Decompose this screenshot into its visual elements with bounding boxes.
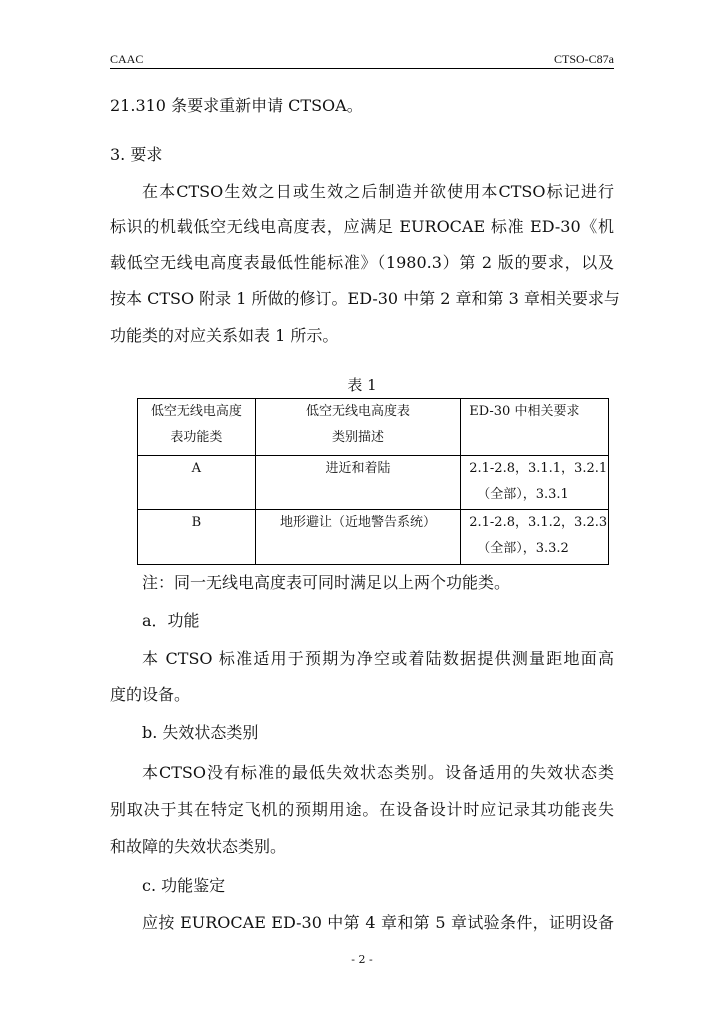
para-b-line1: 本CTSO没有标准的最低失效状态类别。设备适用的失效状态类 [142,763,614,782]
header-cell-class [138,399,256,456]
cell-req-line1: 2.1-2.8，3.1.1，3.2.1 [469,461,608,476]
para-c-line1: 应按 EUROCAE ED-30 中第 4 章和第 5 章试验条件，证明设备 [142,913,614,932]
header-rule [110,68,614,69]
para-a-line2: 度的设备。 [110,685,191,704]
table-caption: 表 1 [347,376,377,394]
cell-desc: 地形避让（近地警告系统） [255,510,461,565]
header-cell-desc [255,399,461,456]
para1-line4: 按本 CTSO 附录 1 所做的修订。ED-30 中第 2 章和第 3 章相关要求与 [110,289,620,308]
header-cell-desc-line1: 低空无线电高度表 [305,404,410,419]
cell-class: A [138,456,256,510]
para1-line1: 在本CTSO生效之日或生效之后制造并欲使用本CTSO标记进行 [142,182,614,201]
section-heading-b: b. 失效状态类别 [142,723,259,742]
requirements-table [137,398,609,565]
table-note: 注：同一无线电高度表可同时满足以上两个功能类。 [142,573,511,592]
header-cell-req-text: ED-30 中相关要求 [469,404,580,419]
header-cell-req [461,399,609,456]
cell-req-line1: 2.1-2.8，3.1.2，3.2.3 [469,515,608,530]
table-row [138,456,609,510]
cell-desc: 进近和着陆 [255,456,461,510]
para-b-line2: 别取决于其在特定飞机的预期用途。在设备设计时应记录其功能丧失 [110,800,614,819]
section-heading-3: 3. 要求 [110,145,163,164]
cell-req [461,456,609,510]
para1-line3: 载低空无线电高度表最低性能标准》（1980.3）第 2 版的要求，以及 [110,253,614,272]
para1-line2: 标识的机载低空无线电高度表，应满足 EUROCAE 标准 ED-30《机 [110,217,614,236]
header-left: CAAC [110,52,144,66]
para1-line5: 功能类的对应关系如表 1 所示。 [110,326,339,345]
paragraph-intro: 21.310 条要求重新申请 CTSOA。 [110,96,363,115]
table-row [138,510,609,565]
section-heading-c: c. 功能鉴定 [142,876,226,895]
table-header-row [138,399,609,456]
page-number: - 2 - [351,953,373,966]
section-heading-a: a．功能 [142,611,200,630]
cell-req-line2: （全部），3.3.2 [477,541,569,556]
para-b-line3: 和故障的失效状态类别。 [110,837,287,856]
header-right: CTSO-C87a [554,52,614,66]
header-cell-class-line1: 低空无线电高度 [150,404,242,419]
header-cell-class-line2: 表功能类 [170,430,223,445]
header-cell-desc-line2: 类别描述 [331,430,384,445]
cell-req-line2: （全部），3.3.1 [477,487,569,502]
cell-class: B [138,510,256,565]
cell-req [461,510,609,565]
para-a-line1: 本 CTSO 标准适用于预期为净空或着陆数据提供测量距地面高 [142,649,614,668]
